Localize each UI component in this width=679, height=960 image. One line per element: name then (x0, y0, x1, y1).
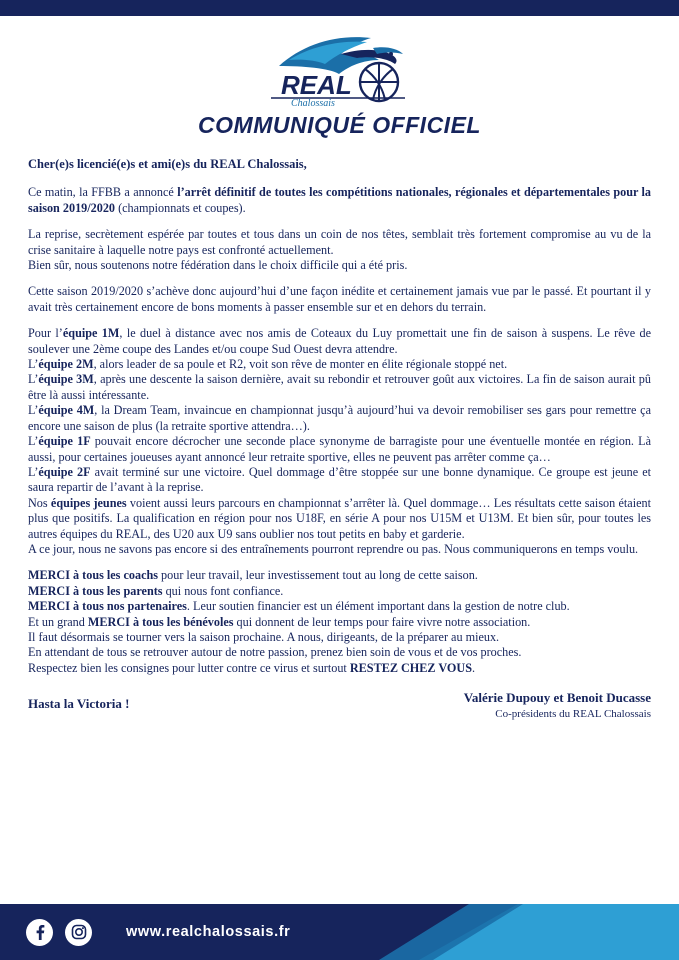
salutation: Cher(e)s licencié(e)s et ami(e)s du REAL Chalossais, (28, 157, 307, 171)
paragraph: Cette saison 2019/2020 s’achève donc aujourd’hui d’une façon inédite et certainement jamais vue par le passé. Et pourtant il y avait très certainement encore de bons moments à passer ensemble sur et en dehors du terrain. (28, 284, 651, 314)
paragraph: En attendant de tous se retrouver autour de notre passion, prenez bien soin de vous et de vos proches. (28, 645, 522, 660)
paragraph: L’équipe 1F pouvait encore décrocher une seconde place synonyme de barragiste pour une éventuelle montée en région. Là aussi, pour certaines joueuses ayant annoncé leur retraite sportive, elles ne peuvent pas arrêter comme ça… (28, 434, 652, 464)
paragraph: Il faut désormais se tourner vers la saison prochaine. A nous, dirigeants, de la préparer au mieux. (28, 629, 500, 644)
paragraph: L’équipe 2M, alors leader de sa poule et R2, voit son rêve de monter en élite régionale stoppé net. (28, 357, 508, 372)
paragraph: A ce jour, nous ne savons pas encore si des entraînements pourront reprendre ou pas. Nous communiquerons en temps voulu. (28, 541, 639, 556)
eagle-icon (279, 37, 403, 74)
letter-body (28, 157, 651, 676)
page-title: COMMUNIQUÉ OFFICIEL (198, 112, 481, 138)
logo-wordmark: REAL (280, 70, 352, 100)
document-content (0, 16, 679, 904)
paragraph: Respectez bien les consignes pour lutter contre ce virus et surtout RESTEZ CHEZ VOUS. (28, 660, 476, 675)
signatory-names: Valérie Dupouy et Benoit Ducasse (463, 690, 651, 706)
paragraph: L’équipe 4M, la Dream Team, invaincue en championnat jusqu’à aujourd’hui va devoir remobiliser ses gars pour remettre ça encore une saison de plus (la retraite sportive attendra…). (28, 403, 651, 433)
closing-motto: Hasta la Victoria ! (28, 696, 130, 712)
paragraph: La reprise, secrètement espérée par toutes et tous dans un coin de nos têtes, semblait très fortement compromise au vu de la crise sanitaire à laquelle notre pays est confronté actuellement. (28, 227, 651, 257)
paragraph: Pour l’équipe 1M, le duel à distance avec nos amis de Coteaux du Luy promettait une fin de saison à suspens. Le rêve de soulever une 2ème coupe des Landes et/ou coupe Sud Ouest devra attendre. (28, 326, 652, 356)
paragraph: MERCI à tous les coachs pour leur travail, leur investissement tout au long de cette saison. (28, 568, 478, 583)
signatories (464, 690, 651, 720)
signature-block (28, 690, 651, 720)
paragraph: L’équipe 2F avait terminé sur une victoire. Quel dommage d’être stoppée sur une bonne dynamique. Ce groupe est jeune et saura repartir de l’avant à la reprise. (28, 464, 652, 495)
logo-graphic (245, 26, 435, 112)
paragraph-list (28, 185, 651, 676)
top-accent-bar (0, 0, 679, 16)
instagram-icon[interactable] (65, 919, 92, 946)
paragraph: Ce matin, la FFBB a annoncé l’arrêt définitif de toutes les compétitions nationales, régionales et départementales pour la saison 2019/2020 (championnats et coupes). (28, 185, 652, 215)
basketball-icon (360, 63, 398, 101)
signatory-role: Co-présidents du REAL Chalossais (495, 708, 651, 721)
paragraph: L’équipe 3M, après une descente la saison dernière, avait su rebondir et retrouver goût aux victoires. La fin de saison aurait pû être là aussi intéressante. (28, 372, 651, 402)
club-logo (28, 16, 651, 108)
facebook-icon[interactable] (26, 919, 53, 946)
paragraph: Bien sûr, nous soutenons notre fédération dans le choix difficile qui a été pris. (28, 258, 408, 273)
paragraph: MERCI à tous les parents qui nous font confiance. (28, 583, 284, 598)
paragraph: Nos équipes jeunes voient aussi leurs parcours en championnat s’arrêter là. Quel dommage… Les résultats cette saison étaient plus que positifs. La qualification en région pour nos U18F, en série A pour nos U15M et U13M. Et bien sûr, pour toutes les autres équipes du REAL, des U20 aux U9 sans oublier nos tout petits en baby et garderie. (28, 495, 651, 541)
paragraph: MERCI à tous nos partenaires. Leur soutien financier est un élément important dans la gestion de notre club. (28, 599, 570, 614)
paragraph: Et un grand MERCI à tous les bénévoles qui donnent de leur temps pour faire vivre notre association. (28, 614, 531, 629)
logo-subtext: Chalossais (290, 98, 335, 109)
page-footer (0, 904, 679, 960)
website-url[interactable]: www.realchalossais.fr (126, 924, 291, 940)
